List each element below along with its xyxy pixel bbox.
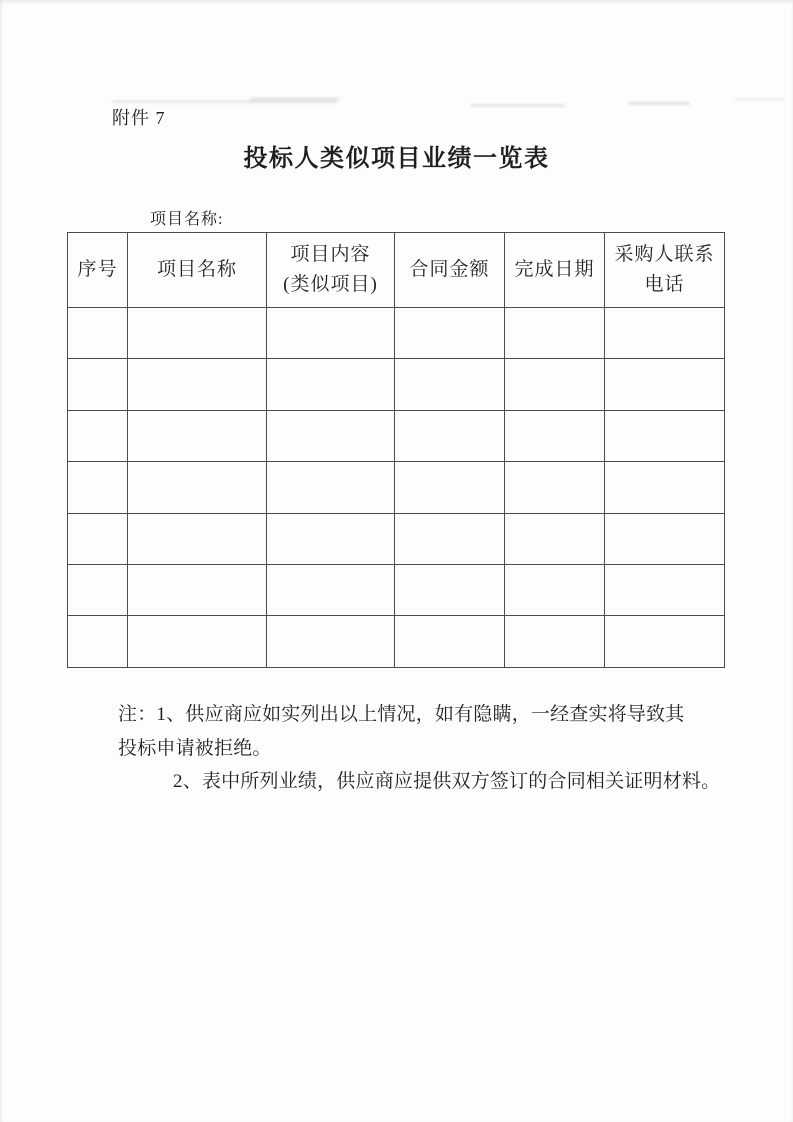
table-cell [128, 462, 267, 513]
table-cell [68, 410, 128, 461]
table-cell [505, 513, 605, 564]
table-row [68, 564, 725, 615]
table-cell [128, 513, 267, 564]
scan-smudge [628, 102, 690, 105]
table-cell [68, 616, 128, 667]
table-cell [267, 462, 395, 513]
header-label-line2: (类似项目) [283, 274, 378, 295]
table-cell [605, 308, 725, 359]
header-cell-project-name [128, 233, 267, 308]
table-row [68, 410, 725, 461]
table-cell [505, 462, 605, 513]
table-cell [505, 308, 605, 359]
note-line-1: 注：1、供应商应如实列出以上情况，如有隐瞒，一经查实将导致其 [118, 704, 685, 725]
notes-block [118, 698, 728, 799]
table-cell [128, 410, 267, 461]
table-cell [267, 410, 395, 461]
table-cell [605, 616, 725, 667]
table-cell [267, 513, 395, 564]
table-cell [605, 359, 725, 410]
table-cell [128, 359, 267, 410]
table-cell [68, 564, 128, 615]
header-label: 完成日期 [514, 259, 595, 280]
header-cell-completion-date [505, 233, 605, 308]
table-cell [68, 308, 128, 359]
table-cell [395, 564, 505, 615]
header-label-line2: 电话 [644, 274, 685, 295]
table-row [68, 308, 725, 359]
table-cell [267, 564, 395, 615]
header-label: 合同金额 [409, 259, 490, 280]
table-cell [395, 359, 505, 410]
table-row [68, 462, 725, 513]
table-cell [605, 410, 725, 461]
table-row [68, 359, 725, 410]
table-row [68, 616, 725, 667]
scan-smudge [735, 98, 785, 101]
table-cell [505, 616, 605, 667]
table-cell [605, 462, 725, 513]
table-cell [128, 308, 267, 359]
table-cell [395, 410, 505, 461]
table-cell [605, 564, 725, 615]
table-cell [267, 359, 395, 410]
table-cell [505, 410, 605, 461]
header-label: 序号 [77, 259, 118, 280]
note-line-2: 投标申请被拒绝。 [118, 737, 272, 759]
table-cell [605, 513, 725, 564]
table-row [68, 513, 725, 564]
table-cell [68, 359, 128, 410]
header-cell-purchaser-phone [605, 233, 725, 308]
table-cell [395, 462, 505, 513]
header-cell-contract-amount [395, 233, 505, 308]
header-cell-serial-number [68, 233, 128, 308]
scan-smudge [470, 104, 565, 107]
header-label-line1: 项目内容 [290, 244, 371, 265]
note-line-3: 2、表中所列业绩，供应商应提供双方签订的合同相关证明材料。 [173, 771, 721, 792]
document-title: 投标人类似项目业绩一览表 [243, 146, 550, 172]
table-cell [505, 359, 605, 410]
table-cell [267, 616, 395, 667]
table-cell [395, 616, 505, 667]
table-cell [395, 308, 505, 359]
table-cell [505, 564, 605, 615]
project-name-label: 项目名称: [150, 211, 224, 228]
table-cell [128, 564, 267, 615]
scan-smudge [250, 97, 340, 101]
attachment-label: 附件 7 [112, 108, 166, 128]
table-cell [68, 513, 128, 564]
performance-table [67, 232, 725, 668]
table-cell [68, 462, 128, 513]
table-cell [128, 616, 267, 667]
table-cell [395, 513, 505, 564]
header-label-line1: 采购人联系 [614, 244, 715, 265]
table-header-row [68, 233, 725, 308]
table-cell [267, 308, 395, 359]
header-label: 项目名称 [156, 259, 237, 280]
header-cell-project-content [267, 233, 395, 308]
